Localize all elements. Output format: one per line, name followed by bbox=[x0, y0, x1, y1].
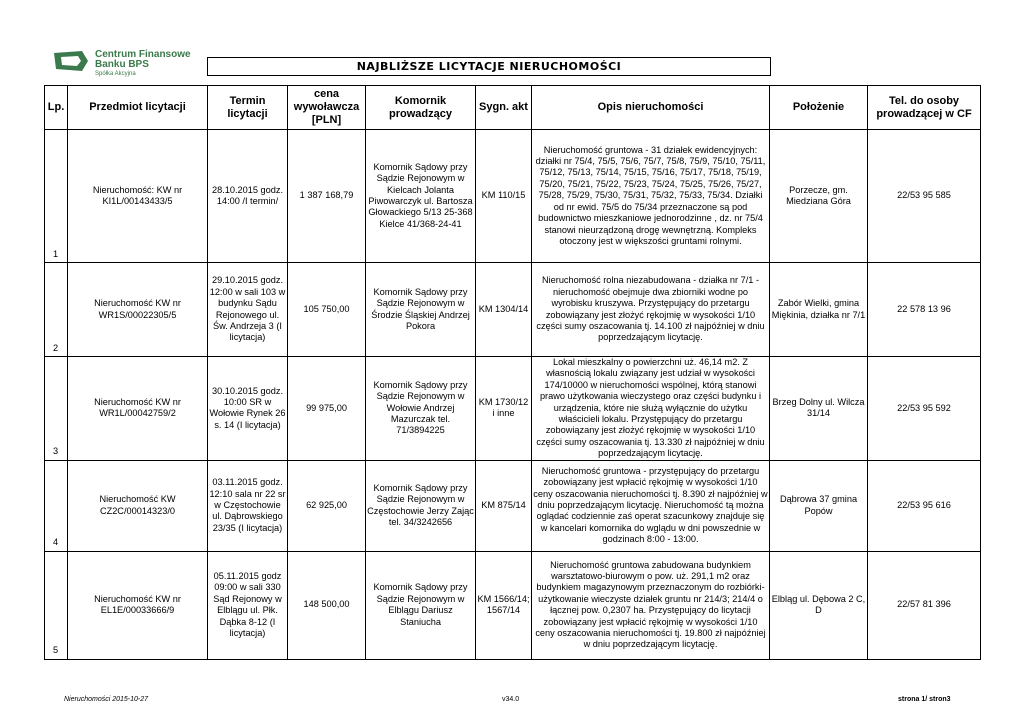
cell-date: 28.10.2015 godz. 14:00 /I termin/ bbox=[208, 130, 288, 263]
cell-lp: 1 bbox=[45, 130, 68, 263]
cell-lp: 3 bbox=[45, 357, 68, 461]
cell-location: Porzecze, gm. Miedziana Góra bbox=[770, 130, 868, 263]
cell-phone: 22/53 95 585 bbox=[868, 130, 981, 263]
table-header-row bbox=[45, 86, 981, 130]
cell-date: 30.10.2015 godz. 10:00 SR w Wołowie Rynek 26 s. 14 (I licytacja) bbox=[208, 357, 288, 461]
header-case: Sygn. akt bbox=[476, 86, 532, 130]
header-subject: Przedmiot licytacji bbox=[68, 86, 208, 130]
logo-line-1: Centrum Finansowe bbox=[95, 49, 191, 60]
cell-price: 105 750,00 bbox=[288, 263, 366, 357]
cell-case: KM 1566/14; 1567/14 bbox=[476, 551, 532, 659]
header-price: cena wywoławcza [PLN] bbox=[288, 86, 366, 130]
cell-phone: 22 578 13 96 bbox=[868, 263, 981, 357]
footer-document-name: Nieruchomości 2015-10-27 bbox=[64, 696, 149, 703]
cell-subject: Nieruchomość KW nr WR1S/00022305/5 bbox=[68, 263, 208, 357]
cell-location: Elbląg ul. Dębowa 2 C, D bbox=[770, 551, 868, 659]
header-location: Położenie bbox=[770, 86, 868, 130]
cell-description: Nieruchomość gruntowa - 31 działek ewidencyjnych: działki nr 75/4, 75/5, 75/6, 75/7, 75/8, 75/9, 75/10, 75/11, 75/12, 75/13, 75/14, 75/15, 75/16, 75/17, 75/18, 75/19, 75/20, 75/21, 75/22, 75/23, 75/24, 75/25, 75/26, 75/27, 75/28, 75/29, 75/30, 75/31, 75/32, 75/33, 75/34. Działki od nr ewid. 75/5 do 75/34 przeznaczone są pod budownictwo mieszkaniowe jednorodzinne , dz. nr 75/4 stanowi nieurządzoną drogę wewnętrzną. Kompleks otoczony jest w większości gruntami rolnymi. bbox=[532, 130, 770, 263]
cell-lp: 5 bbox=[45, 551, 68, 659]
cell-lp: 2 bbox=[45, 263, 68, 357]
cell-case: KM 1304/14 bbox=[476, 263, 532, 357]
header-description: Opis nieruchomości bbox=[532, 86, 770, 130]
cell-location: Dąbrowa 37 gmina Popów bbox=[770, 460, 868, 551]
header-date: Termin licytacji bbox=[208, 86, 288, 130]
cell-bailiff: Komornik Sądowy przy Sądzie Rejonowym w Kielcach Jolanta Piwowarczyk ul. Bartosza Głowackiego 5/13 25-368 Kielce 41/368-24-41 bbox=[366, 130, 476, 263]
table-row bbox=[45, 460, 981, 551]
header-lp: Lp. bbox=[45, 86, 68, 130]
cell-lp: 4 bbox=[45, 460, 68, 551]
cell-case: KM 875/14 bbox=[476, 460, 532, 551]
logo-line-2: Banku BPS bbox=[95, 59, 149, 70]
cell-description: Nieruchomość gruntowa zabudowana budynkiem warsztatowo-biurowym o pow. uż. 291,1 m2 oraz budynkiem magazynowym przeznaczonym do rozbiórki- użytkowanie wieczyste działek gruntu nr 214/3; 214/4 o łącznej pow. 0,2307 ha. Przystępujący do licytacji zobowiązany jest wpłacić rękojmię w wysokości 1/10 ceny oszacowania nieruchomości tj. 19.800 zł najpóźniej w dniu poprzedzającym licytację. bbox=[532, 551, 770, 659]
header-phone: Tel. do osoby prowadzącej w CF bbox=[868, 86, 981, 130]
cell-subject: Nieruchomość: KW nr KI1L/00143433/5 bbox=[68, 130, 208, 263]
cell-case: KM 110/15 bbox=[476, 130, 532, 263]
footer-page-number: strona 1/ stron3 bbox=[898, 696, 951, 703]
cell-bailiff: Komornik Sądowy przy Sądzie Rejonowym w Środzie Śląskiej Andrzej Pokora bbox=[366, 263, 476, 357]
cell-subject: Nieruchomość KW CZ2C/00014323/0 bbox=[68, 460, 208, 551]
cell-location: Brzeg Dolny ul. Wilcza 31/14 bbox=[770, 357, 868, 461]
table-row bbox=[45, 130, 981, 263]
cell-location: Zabór Wielki, gmina Miękinia, działka nr 7/1 bbox=[770, 263, 868, 357]
logo-mark-icon bbox=[52, 50, 90, 72]
table-row bbox=[45, 551, 981, 659]
cell-date: 05.11.2015 godz 09:00 w sali 330 Sąd Rejonowy w Elblągu ul. Płk. Dąbka 8-12 (I licytacja) bbox=[208, 551, 288, 659]
cell-price: 1 387 168,79 bbox=[288, 130, 366, 263]
header-bailiff: Komornik prowadzący bbox=[366, 86, 476, 130]
cell-phone: 22/57 81 396 bbox=[868, 551, 981, 659]
cell-subject: Nieruchomość KW nr EL1E/00033666/9 bbox=[68, 551, 208, 659]
logo-line-3: Spółka Akcyjna bbox=[95, 71, 136, 77]
cell-description: Nieruchomość rolna niezabudowana - działka nr 7/1 - nieruchomość obejmuje dwa zbiorniki wodne po wyrobisku kruszywa. Przystępujący do przetargu zobowiązany jest złożyć rękojmię w wysokości 1/10 części sumy oszacowania tj. 14.100 zł najpóźniej w dniu poprzedzającym licytację. bbox=[532, 263, 770, 357]
cell-price: 62 925,00 bbox=[288, 460, 366, 551]
cell-description: Nieruchomość gruntowa - przystępujący do przetargu zobowiązany jest wpłacić rękojmię w wysokości 1/10 ceny oszacowania nieruchomości tj. 8.390 zł najpóźniej w dniu poprzedzającym licytację. Nieruchomość tą można oglądać codziennie zaś operat szacunkowy znajduje się w kancelari komornika do wglądu w dni powszednie w godzinach 8:00 - 13:00. bbox=[532, 460, 770, 551]
cell-subject: Nieruchomość KW nr WR1L/00042759/2 bbox=[68, 357, 208, 461]
footer-version: v34.0 bbox=[502, 696, 520, 703]
cell-description: Lokal mieszkalny o powierzchni uż. 46,14 m2. Z własnością lokalu związany jest udział w wysokości 174/10000 w nieruchomości wspólnej, którą stanowi prawo użytkowania wieczystego oraz części budynku i urządzenia, które nie służą wyłącznie do użytku właścicieli lokalu. Przystępujący do przetargu zobowiązany jest złożyć rękojmię w wysokości 1/10 części sumy oszacowania tj. 13.330 zł najpóźniej w dniu poprzedzającym licytację. bbox=[532, 357, 770, 461]
cell-case: KM 1730/12 i inne bbox=[476, 357, 532, 461]
auction-table bbox=[44, 85, 981, 660]
table-row bbox=[45, 263, 981, 357]
page-title: NAJBLIŻSZE LICYTACJE NIERUCHOMOŚCI bbox=[207, 57, 771, 76]
company-logo bbox=[52, 48, 202, 82]
cell-price: 99 975,00 bbox=[288, 357, 366, 461]
cell-bailiff: Komornik Sądowy przy Sądzie Rejonowym w Elblągu Dariusz Staniucha bbox=[366, 551, 476, 659]
cell-phone: 22/53 95 616 bbox=[868, 460, 981, 551]
cell-price: 148 500,00 bbox=[288, 551, 366, 659]
cell-date: 03.11.2015 godz. 12:10 sala nr 22 sr w Częstochowie ul. Dąbrowskiego 23/35 (I licytacja) bbox=[208, 460, 288, 551]
cell-bailiff: Komornik Sądowy przy Sądzie Rejonowym w Częstochowie Jerzy Zając tel. 34/3242656 bbox=[366, 460, 476, 551]
table-row bbox=[45, 357, 981, 461]
cell-bailiff: Komornik Sądowy przy Sądzie Rejonowym w Wołowie Andrzej Mazurczak tel. 71/3894225 bbox=[366, 357, 476, 461]
cell-phone: 22/53 95 592 bbox=[868, 357, 981, 461]
cell-date: 29.10.2015 godz. 12:00 w sali 103 w budynku Sądu Rejonowego ul. Św. Andrzeja 3 (I licytacja) bbox=[208, 263, 288, 357]
